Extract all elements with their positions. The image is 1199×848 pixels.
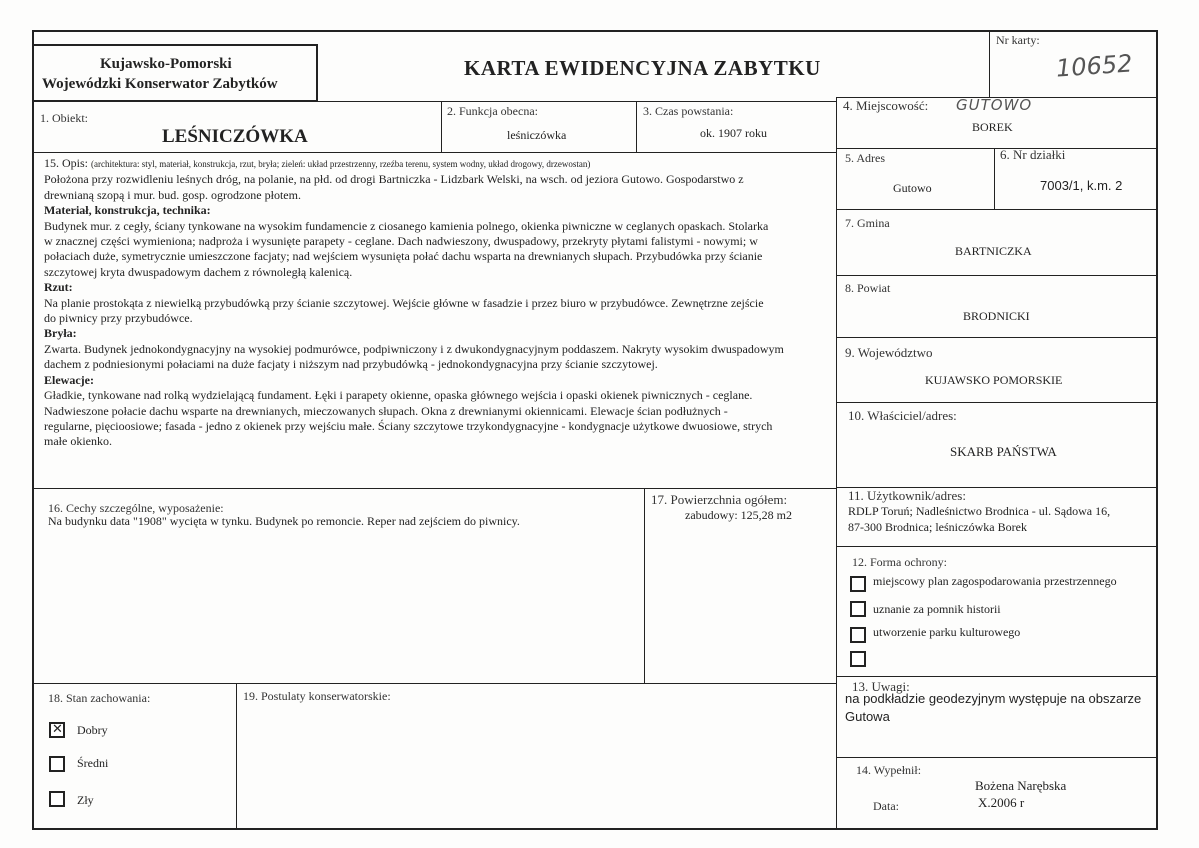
checkbox-bad[interactable] xyxy=(49,791,65,807)
elevations-line-2: Nadwieszone połacie dachu wsparte na drewnianych, mieczowanych słupach. Okna z drewnianymi okiennicami. Elewacje ścian podłużnych - xyxy=(44,403,728,418)
field-16-value: Na budynku data "1908" wycięta w tynku. Budynek po remoncie. Reper nad zejściem do piwnicy. xyxy=(48,514,520,528)
field-2-value: leśniczówka xyxy=(507,128,567,142)
office-line1: Kujawsko-Pomorski xyxy=(100,56,232,72)
field-12-label: 12. Forma ochrony: xyxy=(852,555,947,569)
field-19-cell xyxy=(236,683,837,830)
field-6-value: 7003/1, k.m. 2 xyxy=(1040,178,1123,193)
field-13-label: 13. Uwagi: xyxy=(852,679,910,694)
description-block xyxy=(44,156,838,450)
field-3-value: ok. 1907 roku xyxy=(700,126,767,140)
plan-line-1: Na planie prostokąta z niewielką przybudówką przy ścianie szczytowej. Wejście główne w fasadzie i przez biuro w przybudówce. Zewnętrzne zejście xyxy=(44,295,764,310)
elevations-heading: Elewacje: xyxy=(44,372,94,387)
field-11-line-2: 87-300 Brodnica; leśniczówka Borek xyxy=(848,520,1027,534)
checkbox-monument[interactable] xyxy=(850,601,866,617)
field-8-label: 8. Powiat xyxy=(845,281,891,295)
field-17-label: 17. Powierzchnia ogółem: xyxy=(651,492,788,507)
checkbox-medium[interactable] xyxy=(49,756,65,772)
field-14-name: Bożena Narębska xyxy=(975,778,1067,793)
field-9-label: 9. Województwo xyxy=(845,345,933,360)
checkbox-cultural-park-label: utworzenie parku kulturowego xyxy=(873,625,1021,639)
field-1-value: LEŚNICZÓWKA xyxy=(162,126,308,147)
checkbox-local-plan[interactable] xyxy=(850,576,866,592)
field-11-label: 11. Użytkownik/adres: xyxy=(848,488,966,503)
mass-heading: Bryła: xyxy=(44,326,77,341)
material-line-4: szczytowej kryta dwuspadowym dachem z równoległą kalenicą. xyxy=(44,264,353,279)
checkbox-good[interactable] xyxy=(49,722,65,738)
mass-line-2: dachem z podniesionymi połaciami na duże facjaty i niższym nad przybudówką - jednokondygnacyjna przy ścianie szczytowej. xyxy=(44,357,658,372)
material-line-3: połaciach duże, symetrycznie umieszczone facjaty; nad wejściem wysunięta połać dachu wsparta na drewnianych słupach. Przybudówka przy ścianie xyxy=(44,249,763,264)
field-11-line-1: RDLP Toruń; Nadleśnictwo Brodnica - ul. Sądowa 16, xyxy=(848,504,1111,518)
field-7-label: 7. Gmina xyxy=(845,216,890,230)
field-1-label: 1. Obiekt: xyxy=(40,111,88,125)
material-line-2: w znacznej części wymieniona; nadproża i wysunięte parapety - ceglane. Dach nadwieszony, dwuspadowy, przekryty płytami falistymi - nowymi; w xyxy=(44,234,758,249)
checkbox-medium-label: Średni xyxy=(77,756,109,770)
plan-heading: Rzut: xyxy=(44,280,73,295)
field-17-value: zabudowy: 125,28 m2 xyxy=(685,508,792,522)
material-line-1: Budynek mur. z cegły, ściany tynkowane na wysokim fundamencie z ciosanego kamienia polnego, okienka piwniczne w ceglanych opaskach. Stolarka xyxy=(44,218,769,233)
description-intro-2: drewnianą szopą i mur. bud. gosp. ogrodzone płotem. xyxy=(44,187,301,202)
page-title: KARTA EWIDENCYJNA ZABYTKU xyxy=(464,56,821,80)
field-10-value: SKARB PAŃSTWA xyxy=(950,444,1057,459)
checkbox-monument-label: uznanie za pomnik historii xyxy=(873,602,1001,616)
field-18-label: 18. Stan zachowania: xyxy=(48,691,151,705)
elevations-line-4: małe okienko. xyxy=(44,434,112,449)
checkbox-bad-label: Zły xyxy=(77,793,94,807)
field-19-label: 19. Postulaty konserwatorskie: xyxy=(243,689,391,703)
field-8-value: BRODNICKI xyxy=(963,309,1030,323)
field-16-label: 16. Cechy szczególne, wyposażenie: xyxy=(48,501,224,515)
description-intro-1: Położona przy rozwidleniu leśnych dróg, na polanie, na płd. od drogi Bartniczka - Lidzbark Welski, na wsch. od jeziora Gutowo. Gospodarstwo z xyxy=(44,172,744,187)
field-13-line-1: na podkładzie geodezyjnym występuje na obszarze xyxy=(845,691,1142,706)
checkbox-good-label: Dobry xyxy=(77,723,108,737)
card-no-value: 10652 xyxy=(1055,49,1134,83)
field-6-label: 6. Nr działki xyxy=(1000,147,1066,162)
checkbox-cultural-park[interactable] xyxy=(850,627,866,643)
field-9-value: KUJAWSKO POMORSKIE xyxy=(925,373,1063,387)
field-3-label: 3. Czas powstania: xyxy=(643,104,734,118)
plan-line-2: do piwnicy przy przybudówce. xyxy=(44,311,193,326)
material-heading: Materiał, konstrukcja, technika: xyxy=(44,203,211,218)
description-label: 15. Opis: xyxy=(44,156,89,170)
field-5-label: 5. Adres xyxy=(845,151,885,165)
field-4-value: BOREK xyxy=(972,120,1013,134)
field-7-value: BARTNICZKA xyxy=(955,244,1032,258)
mass-line-1: Zwarta. Budynek jednokondygnacyjny na wysokiej podmurówce, podpiwniczony i z dwukondygnacyjnym poddaszem. Nakryty wysokim dwuspadowym xyxy=(44,341,784,356)
description-note: (architektura: styl, materiał, konstrukcja, rzut, bryła; zieleń: układ przestrzenny, rzeźba terenu, system wodny, układ drogowy, drzewostan) xyxy=(91,159,591,169)
field-5-value: Gutowo xyxy=(893,181,932,195)
elevations-line-3: regularne, pięcioosiowe; fasada - jedno z okienek przy wejściu małe. Ściany szczytowe trzykondygnacyjne - kondygnacje użytkowe dwuosiowe, strych xyxy=(44,418,773,433)
elevations-line-1: Gładkie, tynkowane nad rolką wydzielającą fundament. Łęki i parapety okienne, opaska głównego wejścia i opaski okienek piwnicznych - ceglane. xyxy=(44,388,753,403)
field-10-label: 10. Właściciel/adres: xyxy=(848,408,957,423)
field-14-date: X.2006 r xyxy=(978,795,1025,810)
field-14-label: 14. Wypełnił: xyxy=(856,763,922,777)
field-4-handwritten: GUTOWO xyxy=(956,96,1033,114)
field-13-line-2: Gutowa xyxy=(845,709,890,724)
checkbox-other[interactable] xyxy=(850,651,866,667)
office-cell xyxy=(32,44,318,102)
field-4-label: 4. Miejscowość: xyxy=(843,98,929,113)
field-14-date-label: Data: xyxy=(873,799,899,813)
field-2-label: 2. Funkcja obecna: xyxy=(447,104,538,118)
card-no-label: Nr karty: xyxy=(996,33,1040,47)
office-line2: Wojewódzki Konserwator Zabytków xyxy=(42,76,278,92)
checkbox-local-plan-label: miejscowy plan zagospodarowania przestrzennego xyxy=(873,574,1117,588)
